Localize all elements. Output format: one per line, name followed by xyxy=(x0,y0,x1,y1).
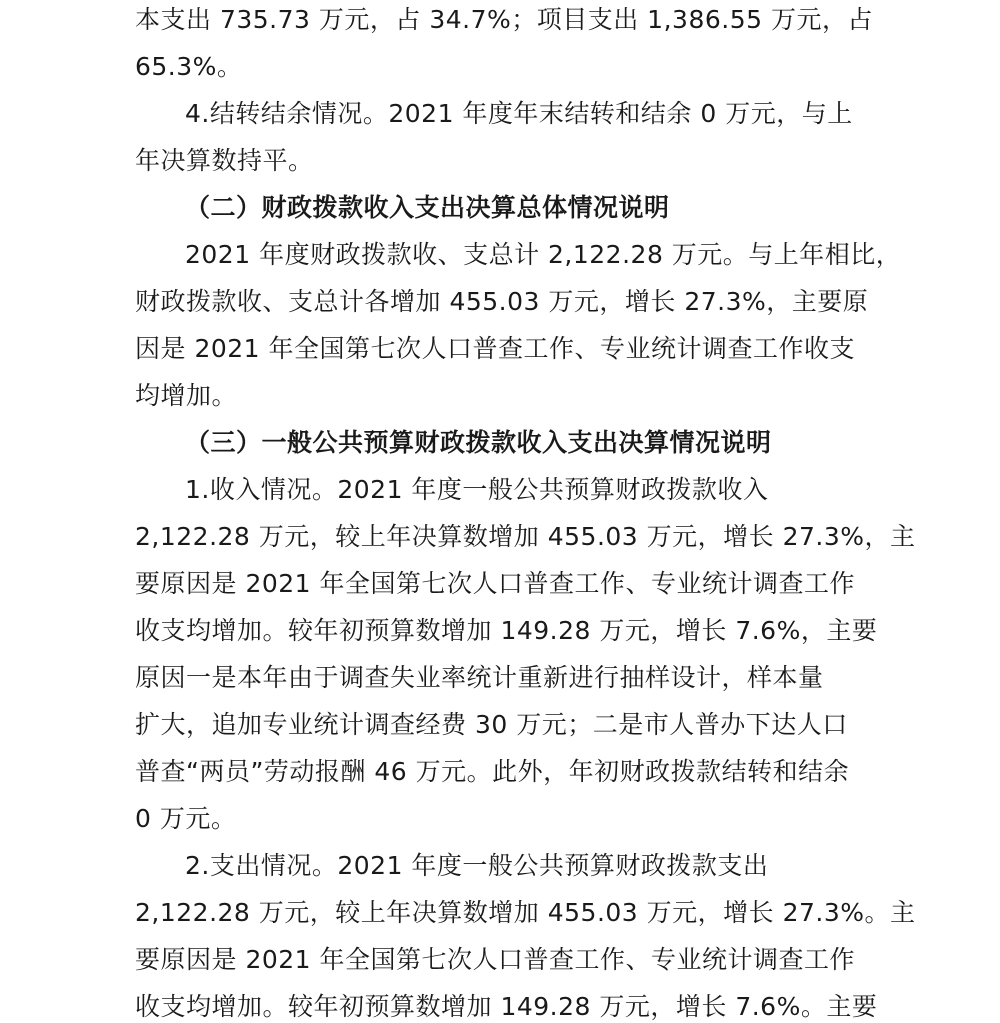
text-line: 0 万元。 xyxy=(135,804,237,833)
section-heading: （三）一般公共预算财政拨款收入支出决算情况说明 xyxy=(185,428,772,457)
text-line: 本支出 735.73 万元，占 34.7%；项目支出 1,386.55 万元，占 xyxy=(135,5,873,34)
text-line: 2.支出情况。2021 年度一般公共预算财政拨款支出 xyxy=(185,851,769,880)
text-line: 65.3%。 xyxy=(135,52,243,81)
section-heading: （二）财政拨款收入支出决算总体情况说明 xyxy=(185,193,670,222)
text-line: 收支均增加。较年初预算数增加 149.28 万元，增长 7.6%，主要 xyxy=(135,616,878,645)
text-line: 均增加。 xyxy=(135,381,238,410)
text-line: 普查“两员”劳动报酬 46 万元。此外，年初财政拨款结转和结余 xyxy=(135,757,850,786)
text-line: 2,122.28 万元，较上年决算数增加 455.03 万元，增长 27.3%，主 xyxy=(135,522,916,551)
text-line: 原因一是本年由于调查失业率统计重新进行抽样设计，样本量 xyxy=(135,663,824,692)
text-line: 2,122.28 万元，较上年决算数增加 455.03 万元，增长 27.3%。主 xyxy=(135,898,916,927)
text-line: 扩大，追加专业统计调查经费 30 万元；二是市人普办下达人口 xyxy=(135,710,848,739)
text-line: 要原因是 2021 年全国第七次人口普查工作、专业统计调查工作 xyxy=(135,945,856,974)
text-line: 因是 2021 年全国第七次人口普查工作、专业统计调查工作收支 xyxy=(135,334,856,363)
text-line: 年决算数持平。 xyxy=(135,146,314,175)
text-line: 财政拨款收、支总计各增加 455.03 万元，增长 27.3%，主要原 xyxy=(135,287,869,316)
text-line: 2021 年度财政拨款收、支总计 2,122.28 万元。与上年相比， xyxy=(185,240,902,269)
text-line: 要原因是 2021 年全国第七次人口普查工作、专业统计调查工作 xyxy=(135,569,856,598)
text-line: 4.结转结余情况。2021 年度年末结转和结余 0 万元，与上 xyxy=(185,99,853,128)
text-line: 1.收入情况。2021 年度一般公共预算财政拨款收入 xyxy=(185,475,769,504)
text-line: 收支均增加。较年初预算数增加 149.28 万元，增长 7.6%。主要 xyxy=(135,992,878,1021)
